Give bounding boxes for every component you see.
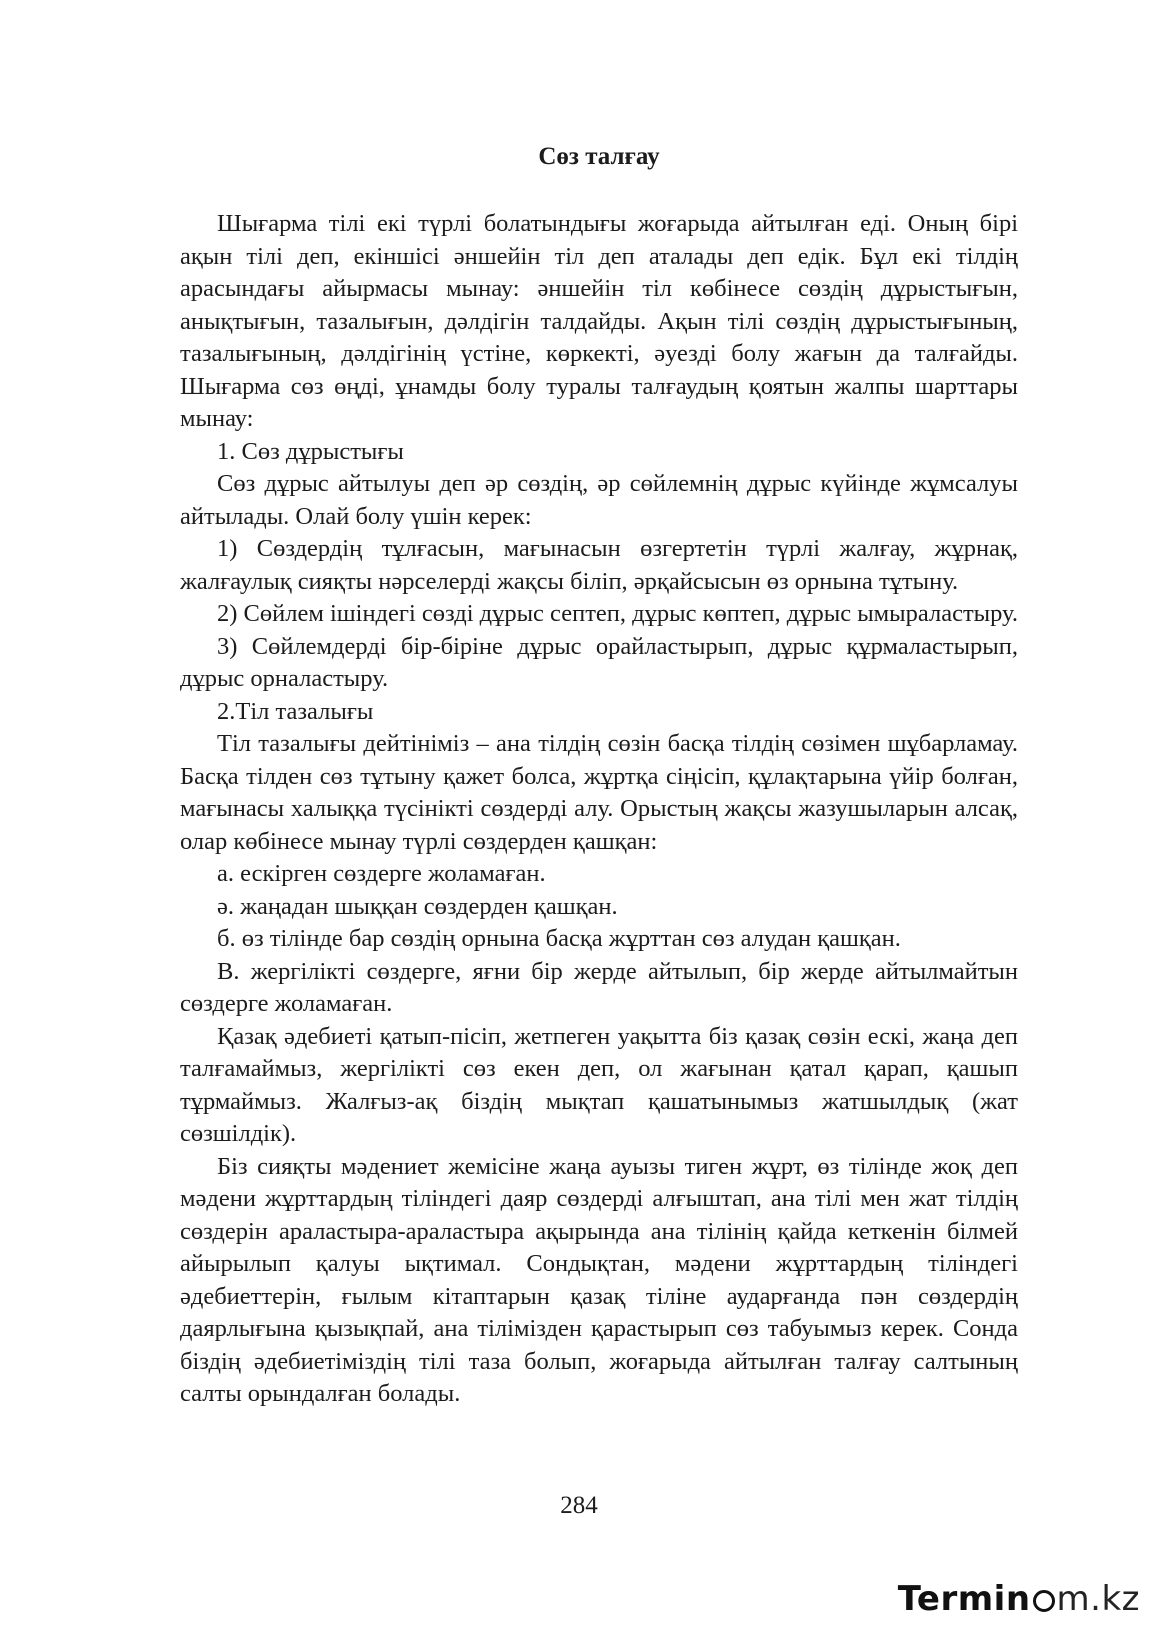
- paragraph-intro: Шығарма тілі екі түрлі болатындығы жоғарыда айтылған еді. Оның бірі ақын тілі деп, екіншісі әншейін тіл деп аталады деп едік. Бұл екі тілдің арасындағы айырмасы мынау: әншейін тіл көбінесе сөздің дұрыстығын, анықтығын, тазалығын, дәлдігін талдайды. Ақын тілі сөздің дұрыстығының, тазалығының, дәлдігінің үстіне, көркекті, әуезді болу жағын да талғайды. Шығарма сөз өңді, ұнамды болу туралы талғаудың қоятын жалпы шарттары мынау:: [180, 210, 1018, 432]
- list-item: ә. жаңадан шыққан сөздерден қашқан.: [217, 892, 618, 920]
- list-item: б. өз тілінде бар сөздің орнына басқа жұрттан сөз алудан қашқан.: [217, 925, 901, 952]
- section-heading-correctness: 1. Сөз дұрыстығы: [217, 437, 404, 465]
- paragraph-kazakh-literature: Қазақ әдебиеті қатып-пісіп, жетпеген уақытта біз қазақ сөзін ескі, жаңа деп талғамаймыз, жергілікті сөз екен деп, ол жағынан қатал қарап, қашып тұрмаймыз. Жалғыз-ақ біздің мықтап қашатынымыз жатшылдық (жат сөзшілдік).: [180, 1022, 1018, 1147]
- list-item: В. жергілікті сөздерге, яғни бір жерде айтылып, бір жерде айтылмайтын сөздерге жоламаған.: [180, 957, 1018, 1017]
- list-item: а. ескірген сөздерге жоламаған.: [217, 860, 546, 887]
- paragraph-purity: Тіл тазалығы дейтініміз – ана тілдің сөзін басқа тілдің сөзімен шұбарламау. Басқа тілден сөз тұтыну қажет болса, жұртқа сіңісіп, құлақтарына үйір болған, мағынасы халыққа түсінікті сөздерді алу. Орыстың жақсы жазушыларын алсақ, олар көбінесе мынау түрлі сөздерден қашқан:: [180, 730, 1018, 855]
- watermark-prefix: Termin: [897, 1579, 1031, 1619]
- paragraph-correctness: Сөз дұрыс айтылуы деп әр сөздің, әр сөйлемнің дұрыс күйінде жұмсалуы айтылады. Олай болу үшін керек:: [180, 470, 1018, 530]
- termincom-watermark-logo: [898, 1579, 1140, 1619]
- page-title: Сөз талғау: [538, 143, 660, 170]
- page-number: 284: [560, 1492, 598, 1519]
- section-heading-purity: 2.Тіл тазалығы: [217, 697, 374, 725]
- watermark-circle-icon: [1033, 1590, 1055, 1612]
- list-item: 3) Сөйлемдерді бір-біріне дұрыс орайластырып, дұрыс құрмаластырып, дұрыс орналастыру.: [180, 632, 1018, 692]
- document-page: [180, 140, 1018, 1411]
- body-text: [180, 208, 1018, 1411]
- list-item: 1) Сөздердің тұлғасын, мағынасын өзгертетін түрлі жалғау, жұрнақ, жалғаулық сияқты нәрселерді жақсы біліп, әрқайсысын өз орнына тұтыну.: [180, 535, 1018, 595]
- paragraph-conclusion: Біз сияқты мәдениет жемісіне жаңа ауызы тиген жұрт, өз тілінде жоқ деп мәдени жұрттардың тіліндегі даяр сөздерді алғыштап, ана тілі мен жат тілдің сөздерін араластыра-араластыра ақырында ана тілінің қайда кеткенін білмей айырылып қалуы ықтимал. Сондықтан, мәдени жұрттардың тіліндегі әдебиеттерін, ғылым кітаптарын қазақ тіліне аударғанда пән сөздердің даярлығына қызықпай, ана тілімізден қарастырып сөз табуымыз керек. Сонда біздің әдебиетіміздің тілі таза болып, жоғарыда айтылған талғау салтының салты орындалған болады.: [180, 1152, 1018, 1407]
- watermark-suffix: m.kz: [1056, 1579, 1140, 1619]
- list-item: 2) Сөйлем ішіндегі сөзді дұрыс септеп, дұрыс көптеп, дұрыс ымыраластыру.: [217, 600, 1018, 627]
